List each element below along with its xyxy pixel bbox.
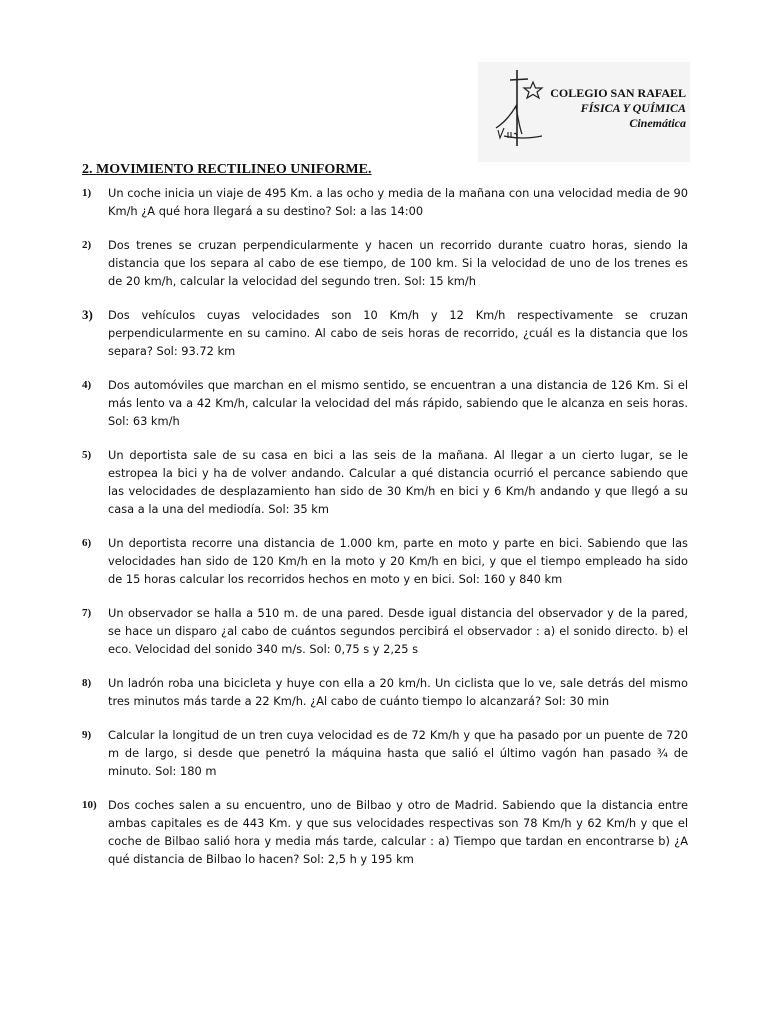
problem-text: Un coche inicia un viaje de 495 Km. a las ocho y media de la mañana con una velocidad media de 90 Km/h ¿A qué hora llegará a su destino? Sol: a las 14:00 [108, 186, 688, 218]
problem-text: Calcular la longitud de un tren cuya velocidad es de 72 Km/h y que ha pasado por un puente de 720 m de largo, si desde que penetró la máquina hasta que salió el último vagón han pasado ¾ de minuto. Sol: 180 m [108, 728, 688, 778]
problem-item [82, 446, 688, 518]
problem-text: Dos coches salen a su encuentro, uno de Bilbao y otro de Madrid. Sabiendo que la distancia entre ambas capitales es de 443 Km. y que sus velocidades respectivas son 78 Km/h y 62 Km/h y que el coche de Bilbao salió hora y media más tarde, calcular : a) Tiempo que tardan en encontrarse b) ¿A qué distancia de Bilbao lo hacen? Sol: 2,5 h y 195 km [108, 798, 688, 866]
subject-name: FÍSICA Y QUÍMICA [580, 101, 686, 115]
problem-number: 3) [82, 307, 93, 322]
problem-number: 1) [82, 187, 92, 199]
problem-number: 2) [82, 239, 92, 251]
problem-text: Dos trenes se cruzan perpendicularmente y hacen un recorrido durante cuatro horas, siendo la distancia que los separa al cabo de ese tiempo, de 100 km. Si la velocidad de uno de los trenes es de 20 km/h, calcular la velocidad del segundo tren. Sol: 15 km/h [108, 238, 688, 288]
problem-number: 8) [82, 677, 92, 689]
problem-item [82, 534, 688, 588]
problem-list [82, 184, 688, 884]
problem-item [82, 674, 688, 710]
problem-item [82, 726, 688, 780]
problem-number: 5) [82, 449, 92, 461]
problem-item [82, 604, 688, 658]
problem-number: 7) [82, 607, 92, 619]
problem-item [82, 236, 688, 290]
problem-number: 4) [82, 379, 92, 391]
school-name: COLEGIO SAN RAFAEL [550, 86, 686, 100]
problem-item [82, 376, 688, 430]
problem-text: Un deportista recorre una distancia de 1.000 km, parte en moto y parte en bici. Sabiendo que las velocidades han sido de 120 Km/h en la moto y 20 Km/h en bici, y que el tiempo empleado ha sido de 15 horas calcular los recorridos hechos en moto y en bici. Sol: 160 y 840 km [108, 536, 688, 586]
school-header [550, 86, 686, 131]
topic-name: Cinemática [629, 116, 686, 130]
problem-text: Un observador se halla a 510 m. de una pared. Desde igual distancia del observador y de la pared, se hace un disparo ¿al cabo de cuántos segundos percibirá el observador : a) el sonido directo. b) el eco. Velocidad del sonido 340 m/s. Sol: 0,75 s y 2,25 s [108, 606, 688, 656]
problem-text: Dos vehículos cuyas velocidades son 10 Km/h y 12 Km/h respectivamente se cruzan perpendicularmente en su camino. Al cabo de seis horas de recorrido, ¿cuál es la distancia que los separa? Sol: 93.72 km [108, 308, 688, 358]
problem-text: Dos automóviles que marchan en el mismo sentido, se encuentran a una distancia de 126 Km. Si el más lento va a 42 Km/h, calcular la velocidad del más rápido, sabiendo que le alcanza en seis horas. Sol: 63 km/h [108, 378, 688, 428]
problem-item [82, 184, 688, 220]
problem-number: 10) [82, 799, 97, 811]
problem-number: 6) [82, 537, 92, 549]
problem-item [82, 306, 688, 360]
problem-number: 9) [82, 729, 92, 741]
problem-text: Un ladrón roba una bicicleta y huye con ella a 20 km/h. Un ciclista que lo ve, sale detrás del mismo tres minutos más tarde a 22 Km/h. ¿Al cabo de cuánto tiempo lo alcanzará? Sol: 30 min [108, 676, 688, 708]
problem-text: Un deportista sale de su casa en bici a las seis de la mañana. Al llegar a un cierto lugar, se le estropea la bici y ha de volver andando. Calcular a qué distancia ocurrió el percance sabiendo que las velocidades de desplazamiento han sido de 30 Km/h en bici y 6 Km/h andando y que llegó a su casa a la una del mediodía. Sol: 35 km [108, 448, 688, 516]
problem-item [82, 796, 688, 868]
section-title: 2. MOVIMIENTO RECTILINEO UNIFORME. [82, 162, 372, 177]
